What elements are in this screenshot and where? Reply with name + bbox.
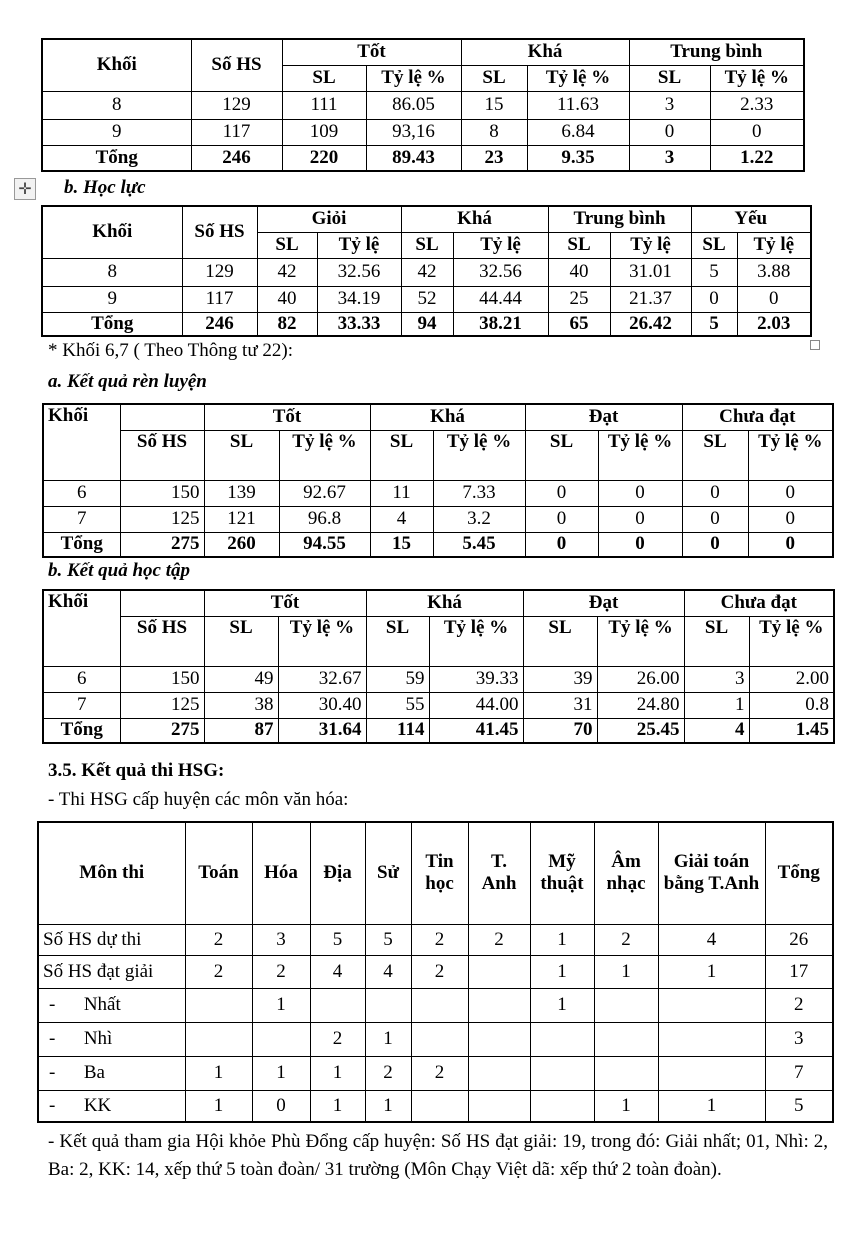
table-cell: 82 <box>257 312 317 336</box>
table-cell: 38 <box>204 692 278 718</box>
table-cell: 8 <box>42 91 191 119</box>
table-cell <box>310 988 365 1022</box>
section-heading-ren-luyen: a. Kết quả rèn luyện <box>48 371 207 392</box>
column-header: SL <box>257 232 317 258</box>
column-header: SL <box>461 65 527 91</box>
table-cell: 15 <box>461 91 527 119</box>
column-header: Tỷ lệ % <box>597 616 684 666</box>
table-cell: 3 <box>629 145 710 171</box>
table-cell: 111 <box>282 91 366 119</box>
table-cell: 150 <box>120 666 204 692</box>
column-header: SL <box>204 430 279 480</box>
table-cell: 246 <box>191 145 282 171</box>
column-header: SL <box>684 616 749 666</box>
column-header: Hóa <box>252 822 310 924</box>
table-cell: 4 <box>370 506 433 532</box>
table-cell: 3 <box>252 924 310 955</box>
table-cell: 0 <box>748 506 833 532</box>
conduct-table-grade-8-9 <box>41 38 805 172</box>
table-row <box>43 506 833 532</box>
column-header: Mỹ thuật <box>530 822 594 924</box>
academic-table-grade-8-9 <box>41 205 812 337</box>
table-cell: 17 <box>765 955 833 988</box>
table-cell: 0 <box>748 480 833 506</box>
table-cell <box>594 1056 658 1090</box>
table-cell: 150 <box>120 480 204 506</box>
column-header: SL <box>629 65 710 91</box>
table-cell: 0 <box>748 532 833 557</box>
table-cell: 0 <box>598 532 682 557</box>
table-row <box>38 1090 833 1122</box>
column-header: Tỷ lệ <box>610 232 691 258</box>
section-heading-hoc-luc: b. Học lực <box>64 177 146 198</box>
header-row <box>43 404 833 430</box>
table-cell: 52 <box>401 286 453 312</box>
table-cell: 1 <box>310 1056 365 1090</box>
column-header: Khối <box>42 39 191 91</box>
header-row <box>42 206 811 232</box>
table-cell: 31.01 <box>610 258 691 286</box>
column-header: Tỷ lệ <box>737 232 811 258</box>
column-header: Tỷ lệ % <box>433 430 525 480</box>
table-cell: 2 <box>594 924 658 955</box>
table-row <box>42 286 811 312</box>
table-cell: 4 <box>684 718 749 743</box>
column-group-header: Khá <box>366 590 523 616</box>
table-cell: 9 <box>42 119 191 145</box>
table-cell: 2 <box>252 955 310 988</box>
hsg-intro: - Thi HSG cấp huyện các môn văn hóa: <box>48 789 349 810</box>
table-cell <box>530 1022 594 1056</box>
table-cell: 1 <box>365 1022 411 1056</box>
column-group-header: Trung bình <box>629 39 804 65</box>
table-cell: 3 <box>765 1022 833 1056</box>
column-header: T. Anh <box>468 822 530 924</box>
table-cell: 42 <box>257 258 317 286</box>
table-cell: 40 <box>257 286 317 312</box>
column-group-header: Đạt <box>525 404 682 430</box>
table-cell: 6 <box>43 666 120 692</box>
table-cell: 44.00 <box>429 692 523 718</box>
table-cell: 109 <box>282 119 366 145</box>
table-cell: 1 <box>684 692 749 718</box>
table-cell: 2 <box>365 1056 411 1090</box>
row-label: - Nhất <box>38 988 185 1022</box>
column-header: Số HS <box>191 39 282 91</box>
table-cell: 6 <box>43 480 120 506</box>
column-group-header: Tốt <box>204 404 370 430</box>
table-cell: 2 <box>765 988 833 1022</box>
column-header: SL <box>366 616 429 666</box>
table-row <box>42 91 804 119</box>
table-cell: 26.42 <box>610 312 691 336</box>
table-cell: Tổng <box>42 312 182 336</box>
table-cell: 1 <box>530 988 594 1022</box>
table-cell: 3.88 <box>737 258 811 286</box>
table-cell <box>530 1056 594 1090</box>
table-cell: 220 <box>282 145 366 171</box>
column-header: Khối <box>43 404 120 480</box>
table-cell: 87 <box>204 718 278 743</box>
column-header <box>120 404 204 430</box>
column-header: Âm nhạc <box>594 822 658 924</box>
table-cell: 125 <box>120 692 204 718</box>
table-cell: 94.55 <box>279 532 370 557</box>
table-cell: 40 <box>548 258 610 286</box>
table-cell: 2 <box>185 955 252 988</box>
table-cell: 23 <box>461 145 527 171</box>
column-header: Tỷ lệ % <box>748 430 833 480</box>
table-cell: Tổng <box>43 532 120 557</box>
table-cell: 0 <box>525 532 598 557</box>
column-header: Môn thi <box>38 822 185 924</box>
table-cell: 96.8 <box>279 506 370 532</box>
column-header: Khối <box>43 590 120 666</box>
section-heading-hoc-tap: b. Kết quả học tập <box>48 560 190 581</box>
total-row <box>43 532 833 557</box>
table-cell: 117 <box>182 286 257 312</box>
table-cell: 0.8 <box>749 692 834 718</box>
table-cell: 114 <box>366 718 429 743</box>
table-cell: 2 <box>185 924 252 955</box>
column-group-header: Tốt <box>282 39 461 65</box>
row-label: - Nhì <box>38 1022 185 1056</box>
table-cell <box>658 1022 765 1056</box>
table-cell: 1 <box>252 988 310 1022</box>
table-cell <box>594 988 658 1022</box>
column-group-header: Chưa đạt <box>682 404 833 430</box>
table-cell: 121 <box>204 506 279 532</box>
total-row <box>43 718 834 743</box>
column-group-header: Đạt <box>523 590 684 616</box>
table-row <box>38 924 833 955</box>
table-cell: 2.03 <box>737 312 811 336</box>
table-cell: 6.84 <box>527 119 629 145</box>
column-header: Tỷ lệ % <box>710 65 804 91</box>
table-cell: 42 <box>401 258 453 286</box>
table-cell: 3 <box>684 666 749 692</box>
table-cell: 7 <box>765 1056 833 1090</box>
table-cell: 1.45 <box>749 718 834 743</box>
column-header: SL <box>691 232 737 258</box>
table-cell: 32.56 <box>453 258 548 286</box>
table-cell <box>185 1022 252 1056</box>
total-row <box>42 145 804 171</box>
table-cell: 65 <box>548 312 610 336</box>
table-row <box>38 1022 833 1056</box>
table-row <box>38 955 833 988</box>
table-cell: 30.40 <box>278 692 366 718</box>
table-cell <box>468 988 530 1022</box>
table-cell: 1 <box>658 1090 765 1122</box>
table-cell: 24.80 <box>597 692 684 718</box>
column-group-header: Khá <box>401 206 548 232</box>
column-header: Tỷ lệ % <box>598 430 682 480</box>
column-header: Tỷ lệ <box>317 232 401 258</box>
table-cell: 5.45 <box>433 532 525 557</box>
table-cell: 2 <box>468 924 530 955</box>
column-header: Số HS <box>120 430 204 480</box>
table-cell: 2 <box>411 955 468 988</box>
table-cell <box>468 1022 530 1056</box>
column-header: Tỷ lệ % <box>749 616 834 666</box>
table-cell: 5 <box>310 924 365 955</box>
table-cell: 0 <box>525 480 598 506</box>
total-row <box>42 312 811 336</box>
table-cell: 1 <box>530 955 594 988</box>
table-cell: 3.2 <box>433 506 525 532</box>
table-cell: 4 <box>658 924 765 955</box>
table-cell: 0 <box>691 286 737 312</box>
table-cell: 55 <box>366 692 429 718</box>
column-header: SL <box>204 616 278 666</box>
section-heading-hsg: 3.5. Kết quả thi HSG: <box>48 760 225 781</box>
table-cell: 92.67 <box>279 480 370 506</box>
table-cell: 49 <box>204 666 278 692</box>
table-cell: 0 <box>598 506 682 532</box>
column-group-header: Tốt <box>204 590 366 616</box>
header-row <box>42 39 804 65</box>
column-header: Tỷ lệ % <box>278 616 366 666</box>
table-cell: 0 <box>737 286 811 312</box>
table-cell: 2 <box>411 1056 468 1090</box>
hsg-results-table <box>37 821 834 1123</box>
column-header: Tỷ lệ % <box>527 65 629 91</box>
table-cell: Tổng <box>43 718 120 743</box>
column-group-header: Khá <box>461 39 629 65</box>
table-cell: 11 <box>370 480 433 506</box>
table-cell: 32.67 <box>278 666 366 692</box>
column-header: Tỷ lệ <box>453 232 548 258</box>
table-cell <box>411 1022 468 1056</box>
table-cell: 41.45 <box>429 718 523 743</box>
column-group-header: Yếu <box>691 206 811 232</box>
table-cell <box>530 1090 594 1122</box>
table-cell: 0 <box>629 119 710 145</box>
table-cell: 9 <box>42 286 182 312</box>
header-row <box>43 430 833 480</box>
training-results-table <box>42 403 834 558</box>
table-cell <box>411 988 468 1022</box>
table-cell: 8 <box>42 258 182 286</box>
column-header: SL <box>523 616 597 666</box>
note-khoi-6-7: * Khối 6,7 ( Theo Thông tư 22): <box>48 340 293 361</box>
table-cell: 0 <box>682 532 748 557</box>
row-label: - KK <box>38 1090 185 1122</box>
table-cell: 21.37 <box>610 286 691 312</box>
table-cell: 129 <box>191 91 282 119</box>
column-header: Toán <box>185 822 252 924</box>
table-cell: 125 <box>120 506 204 532</box>
table-cell <box>185 988 252 1022</box>
column-header: SL <box>682 430 748 480</box>
column-header: Tỷ lệ % <box>429 616 523 666</box>
table-cell <box>365 988 411 1022</box>
column-group-header: Khá <box>370 404 525 430</box>
column-header: Sử <box>365 822 411 924</box>
table-cell: 0 <box>598 480 682 506</box>
table-cell: 2.00 <box>749 666 834 692</box>
table-cell: 1 <box>658 955 765 988</box>
column-header: Địa <box>310 822 365 924</box>
column-header: Số HS <box>120 616 204 666</box>
table-cell: 5 <box>691 258 737 286</box>
column-header: SL <box>282 65 366 91</box>
column-group-header: Chưa đạt <box>684 590 834 616</box>
table-cell: 0 <box>682 506 748 532</box>
table-cell: 39.33 <box>429 666 523 692</box>
table-cell: 31 <box>523 692 597 718</box>
table-cell: 275 <box>120 532 204 557</box>
table-cell: 5 <box>691 312 737 336</box>
column-header: Tổng <box>765 822 833 924</box>
learning-results-table <box>42 589 835 744</box>
table-cell: 8 <box>461 119 527 145</box>
table-cell: 275 <box>120 718 204 743</box>
table-cell: 70 <box>523 718 597 743</box>
table-cell <box>252 1022 310 1056</box>
table-cell: 1 <box>365 1090 411 1122</box>
table-cell: 32.56 <box>317 258 401 286</box>
column-header: Khối <box>42 206 182 258</box>
header-row <box>43 616 834 666</box>
table-cell: 44.44 <box>453 286 548 312</box>
column-group-header: Trung bình <box>548 206 691 232</box>
table-cell: 3 <box>629 91 710 119</box>
table-cell: 93,16 <box>366 119 461 145</box>
table-cell: 0 <box>710 119 804 145</box>
row-label: Số HS đạt giải <box>38 955 185 988</box>
table-cell: 7 <box>43 506 120 532</box>
table-cell: 38.21 <box>453 312 548 336</box>
row-label: Số HS dự thi <box>38 924 185 955</box>
table-move-handle-icon[interactable]: ✛ <box>14 178 36 200</box>
table-cell: 0 <box>252 1090 310 1122</box>
table-cell: 15 <box>370 532 433 557</box>
table-cell: 1 <box>185 1090 252 1122</box>
table-cell: 117 <box>191 119 282 145</box>
table-cell: 246 <box>182 312 257 336</box>
table-row <box>42 119 804 145</box>
table-cell: 2 <box>310 1022 365 1056</box>
column-header: Tỷ lệ % <box>279 430 370 480</box>
table-row <box>43 692 834 718</box>
table-cell: 9.35 <box>527 145 629 171</box>
table-cell: 129 <box>182 258 257 286</box>
column-header: Số HS <box>182 206 257 258</box>
table-cell <box>468 955 530 988</box>
table-cell: 1 <box>594 1090 658 1122</box>
table-row <box>38 988 833 1022</box>
table-cell: 1.22 <box>710 145 804 171</box>
table-cell: Tổng <box>42 145 191 171</box>
table-cell: 139 <box>204 480 279 506</box>
hoi-khoe-paragraph: - Kết quả tham gia Hội khỏe Phù Đổng cấp huyện: Số HS đạt giải: 19, trong đó: Giải nhất; 01, Nhì: 2, Ba: 2, KK: 14, xếp thứ 5 toàn đoàn/ 31 trường (Môn Chạy Việt dã: xếp thứ 2 toàn đoàn). <box>48 1131 828 1180</box>
table-cell: 1 <box>594 955 658 988</box>
table-cell <box>658 988 765 1022</box>
column-header: Tin học <box>411 822 468 924</box>
row-label: - Ba <box>38 1056 185 1090</box>
table-cell <box>468 1090 530 1122</box>
table-cell: 7.33 <box>433 480 525 506</box>
table-cell <box>658 1056 765 1090</box>
table-cell: 0 <box>682 480 748 506</box>
table-cell: 2.33 <box>710 91 804 119</box>
column-group-header: Giỏi <box>257 206 401 232</box>
table-row <box>43 480 833 506</box>
table-cell: 34.19 <box>317 286 401 312</box>
table-cell: 5 <box>765 1090 833 1122</box>
table-cell: 4 <box>365 955 411 988</box>
table-cell: 25 <box>548 286 610 312</box>
table-cell: 25.45 <box>597 718 684 743</box>
table-cell: 86.05 <box>366 91 461 119</box>
column-header: SL <box>401 232 453 258</box>
table-cell: 7 <box>43 692 120 718</box>
column-header: SL <box>548 232 610 258</box>
table-cell: 39 <box>523 666 597 692</box>
column-header: SL <box>370 430 433 480</box>
table-cell: 33.33 <box>317 312 401 336</box>
table-cell <box>594 1022 658 1056</box>
table-cell: 1 <box>310 1090 365 1122</box>
table-cell: 59 <box>366 666 429 692</box>
table-cell: 26 <box>765 924 833 955</box>
table-cell: 89.43 <box>366 145 461 171</box>
table-row <box>43 666 834 692</box>
table-cell <box>411 1090 468 1122</box>
column-header: Tỷ lệ % <box>366 65 461 91</box>
table-cell: 1 <box>252 1056 310 1090</box>
table-cell: 1 <box>530 924 594 955</box>
table-cell: 31.64 <box>278 718 366 743</box>
table-cell: 260 <box>204 532 279 557</box>
table-cell: 26.00 <box>597 666 684 692</box>
table-cell: 5 <box>365 924 411 955</box>
table-row <box>42 258 811 286</box>
table-cell <box>468 1056 530 1090</box>
column-header: SL <box>525 430 598 480</box>
table-cell: 4 <box>310 955 365 988</box>
header-row <box>38 822 833 924</box>
table-cell: 2 <box>411 924 468 955</box>
column-header: Giải toán bằng T.Anh <box>658 822 765 924</box>
table-cell: 1 <box>185 1056 252 1090</box>
table-cell: 0 <box>525 506 598 532</box>
table-row <box>38 1056 833 1090</box>
table-cell: 11.63 <box>527 91 629 119</box>
column-header <box>120 590 204 616</box>
header-row <box>43 590 834 616</box>
table-resize-handle[interactable] <box>810 340 820 350</box>
table-cell: 94 <box>401 312 453 336</box>
